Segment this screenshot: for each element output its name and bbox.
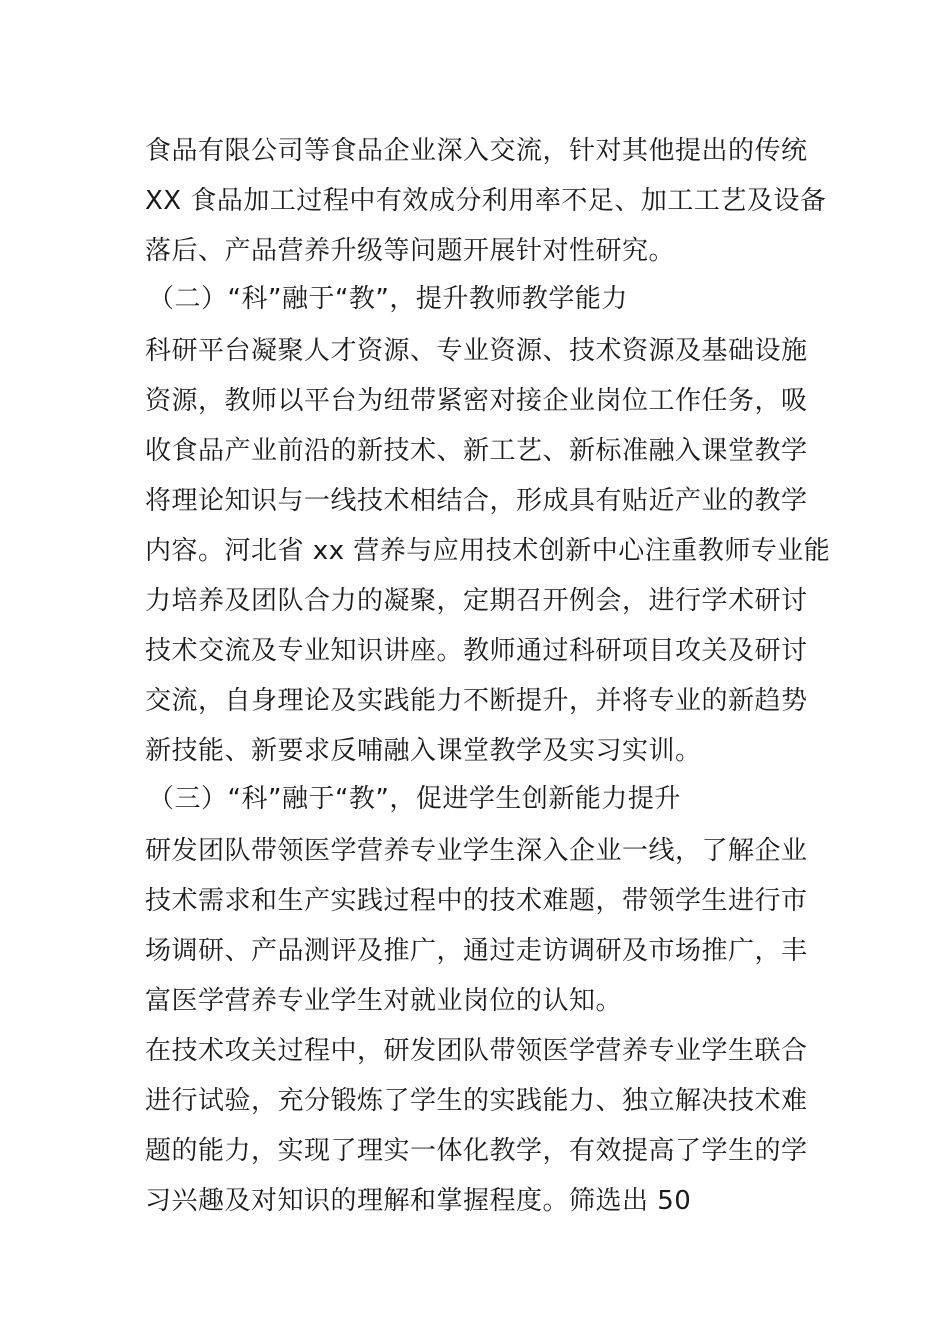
section-heading-2: （二）“科”融于“教”，提升教师教学能力 xyxy=(148,284,628,314)
body-text-line: 研发团队带领医学营养专业学生深入企业一线，了解企业 xyxy=(145,836,808,866)
body-text-line: 收食品产业前沿的新技术、新工艺、新标准融入课堂教学 xyxy=(145,436,808,466)
body-text-line: 富医学营养专业学生对就业岗位的认知。 xyxy=(145,986,623,1016)
body-text-line: 技术需求和生产实践过程中的技术难题，带领学生进行市 xyxy=(145,886,808,916)
body-text-line: 在技术攻关过程中，研发团队带领医学营养专业学生联合 xyxy=(145,1036,808,1066)
body-text-line: XX 食品加工过程中有效成分利用率不足、加工工艺及设备 xyxy=(145,186,827,216)
body-text-line: 进行试验，充分锻炼了学生的实践能力、独立解决技术难 xyxy=(145,1086,808,1116)
body-text-line: 科研平台凝聚人才资源、专业资源、技术资源及基础设施 xyxy=(145,336,808,366)
body-text-line: 新技能、新要求反哺融入课堂教学及实习实训。 xyxy=(145,736,702,766)
body-text-line: 技术交流及专业知识讲座。教师通过科研项目攻关及研讨 xyxy=(145,636,808,666)
body-text-line: 习兴趣及对知识的理解和掌握程度。筛选出 50 xyxy=(145,1186,692,1216)
body-text-line: 力培养及团队合力的凝聚，定期召开例会，进行学术研讨 xyxy=(145,586,808,616)
body-text-line: 场调研、产品测评及推广，通过走访调研及市场推广，丰 xyxy=(145,936,808,966)
body-text-line: 落后、产品营养升级等问题开展针对性研究。 xyxy=(145,236,676,266)
body-text-line: 将理论知识与一线技术相结合，形成具有贴近产业的教学 xyxy=(145,486,808,516)
body-text-line: 食品有限公司等食品企业深入交流，针对其他提出的传统 xyxy=(145,136,808,166)
body-text-line: 交流，自身理论及实践能力不断提升，并将专业的新趋势 xyxy=(145,686,808,716)
body-text-line: 资源，教师以平台为纽带紧密对接企业岗位工作任务，吸 xyxy=(145,386,808,416)
body-text-line: 内容。河北省 xx 营养与应用技术创新中心注重教师专业能 xyxy=(145,536,831,566)
body-text-line: 题的能力，实现了理实一体化教学，有效提高了学生的学 xyxy=(145,1136,808,1166)
section-heading-3: （三）“科”融于“教”，促进学生创新能力提升 xyxy=(148,784,681,814)
